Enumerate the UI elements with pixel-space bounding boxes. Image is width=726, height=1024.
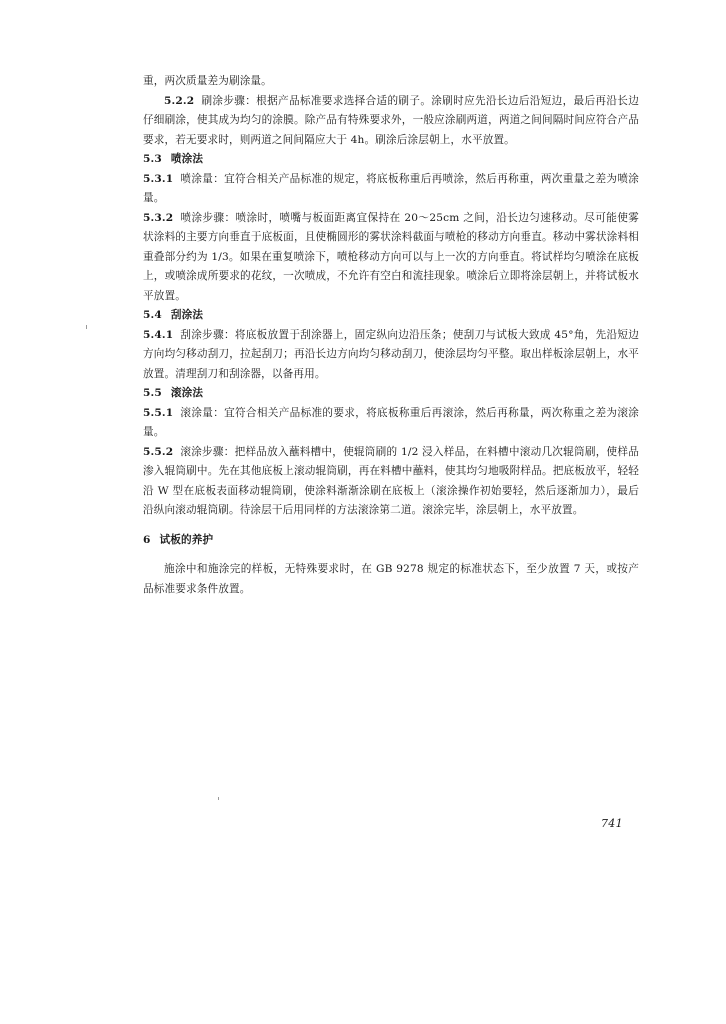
section-number: 5.5 [143, 387, 162, 399]
section-number: 5.3 [143, 153, 162, 165]
clause-text: 喷涂量：宜符合相关产品标准的规定，将底板称重后再喷涂，然后再称重，两次重量之差为喷涂量。 [143, 172, 639, 204]
paragraph-continuation: 重，两次质量差为刷涂量。 [143, 75, 272, 87]
clause-number: 5.3.1 [143, 172, 174, 185]
clause-5-2-2 [143, 92, 639, 151]
section-title: 试板的养护 [159, 533, 214, 546]
clause-5-5-2 [143, 443, 639, 521]
clause-text: 刷涂步骤：根据产品标准要求选择合适的刷子。涂刷时应先沿长边后沿短边，最后再沿长边仔细刷涂，使其成为均匀的涂膜。除产品有特殊要求外，一般应涂刷两道，两道之间间隔时间应符合产品要求，若无要求时，则两道之间间隔应大于 4h。刷涂后涂层朝上，水平放置。 [143, 94, 639, 146]
section-title: 喷涂法 [170, 153, 204, 165]
section-number: 6 [143, 533, 151, 546]
clause-text: 刮涂步骤：将底板放置于刮涂器上，固定纵向边沿压条；使刮刀与试板大致成 45°角，先沿短边方向均匀移动刮刀，拉起刮刀；再沿长边方向均匀移动刮刀，使涂层均匀平整。取出样板涂层朝上，水平放置。清理刮刀和刮涂器，以备再用。 [143, 328, 639, 380]
clause-5-3-2 [143, 209, 639, 307]
clause-number: 5.5.2 [143, 445, 174, 458]
section-5-3-heading [143, 150, 639, 170]
clause-text: 喷涂步骤：喷涂时，喷嘴与板面距离宜保持在 20～25cm 之间，沿长边匀速移动。尽可能使雾状涂料的主要方向垂直于底板面，且使椭圆形的雾状涂料截面与喷枪的移动方向垂直。移动中雾状涂料相重叠部分约为 1/3。如果在重复喷涂下，喷枪移动方向可以与上一次的方向垂直。将试样均匀喷涂在底板上，或喷涂成所要求的花纹，一次喷成，不允许有空白和流挂现象。喷涂后立即将涂层朝上，并将试板水平放置。 [143, 211, 639, 302]
clause-number: 5.3.2 [143, 211, 174, 224]
section-6-body: 施涂中和施涂完的样板，无特殊要求时，在 GB 9278 规定的标准状态下，至少放置 7 天，或按产品标准要求条件放置。 [143, 563, 639, 595]
section-title: 滚涂法 [170, 387, 204, 399]
clause-5-3-1 [143, 170, 639, 209]
section-5-5-heading [143, 384, 639, 404]
scan-mark [218, 797, 219, 800]
section-5-4-heading [143, 306, 639, 326]
document-body [143, 72, 639, 599]
clause-5-5-1 [143, 404, 639, 443]
clause-number: 5.2.2 [164, 94, 195, 107]
page-number: 741 [601, 817, 623, 830]
clause-number: 5.5.1 [143, 406, 174, 419]
clause-number: 5.4.1 [143, 328, 174, 341]
clause-text: 滚涂步骤：把样品放入蘸料槽中，使辊筒刷的 1/2 浸入样品，在料槽中滚动几次辊筒刷，使样品渗入辊筒刷中。先在其他底板上滚动辊筒刷，再在料槽中蘸料，使其均匀地吸附样品。把底板放平，轻轻沿 W 型在底板表面移动辊筒刷，使涂料渐渐涂刷在底板上（滚涂操作初始要轻，然后逐渐加力），最后沿纵向滚动辊筒刷。待涂层干后用同样的方法滚涂第二道。滚涂完毕，涂层朝上，水平放置。 [143, 445, 639, 516]
clause-text: 滚涂量：宜符合相关产品标准的要求，将底板称重后再滚涂，然后再称量，两次称重之差为滚涂量。 [143, 406, 639, 438]
section-title: 刮涂法 [170, 309, 204, 321]
scan-mark [86, 325, 87, 329]
section-number: 5.4 [143, 309, 162, 321]
section-6-heading [143, 531, 639, 551]
clause-5-4-1 [143, 326, 639, 385]
